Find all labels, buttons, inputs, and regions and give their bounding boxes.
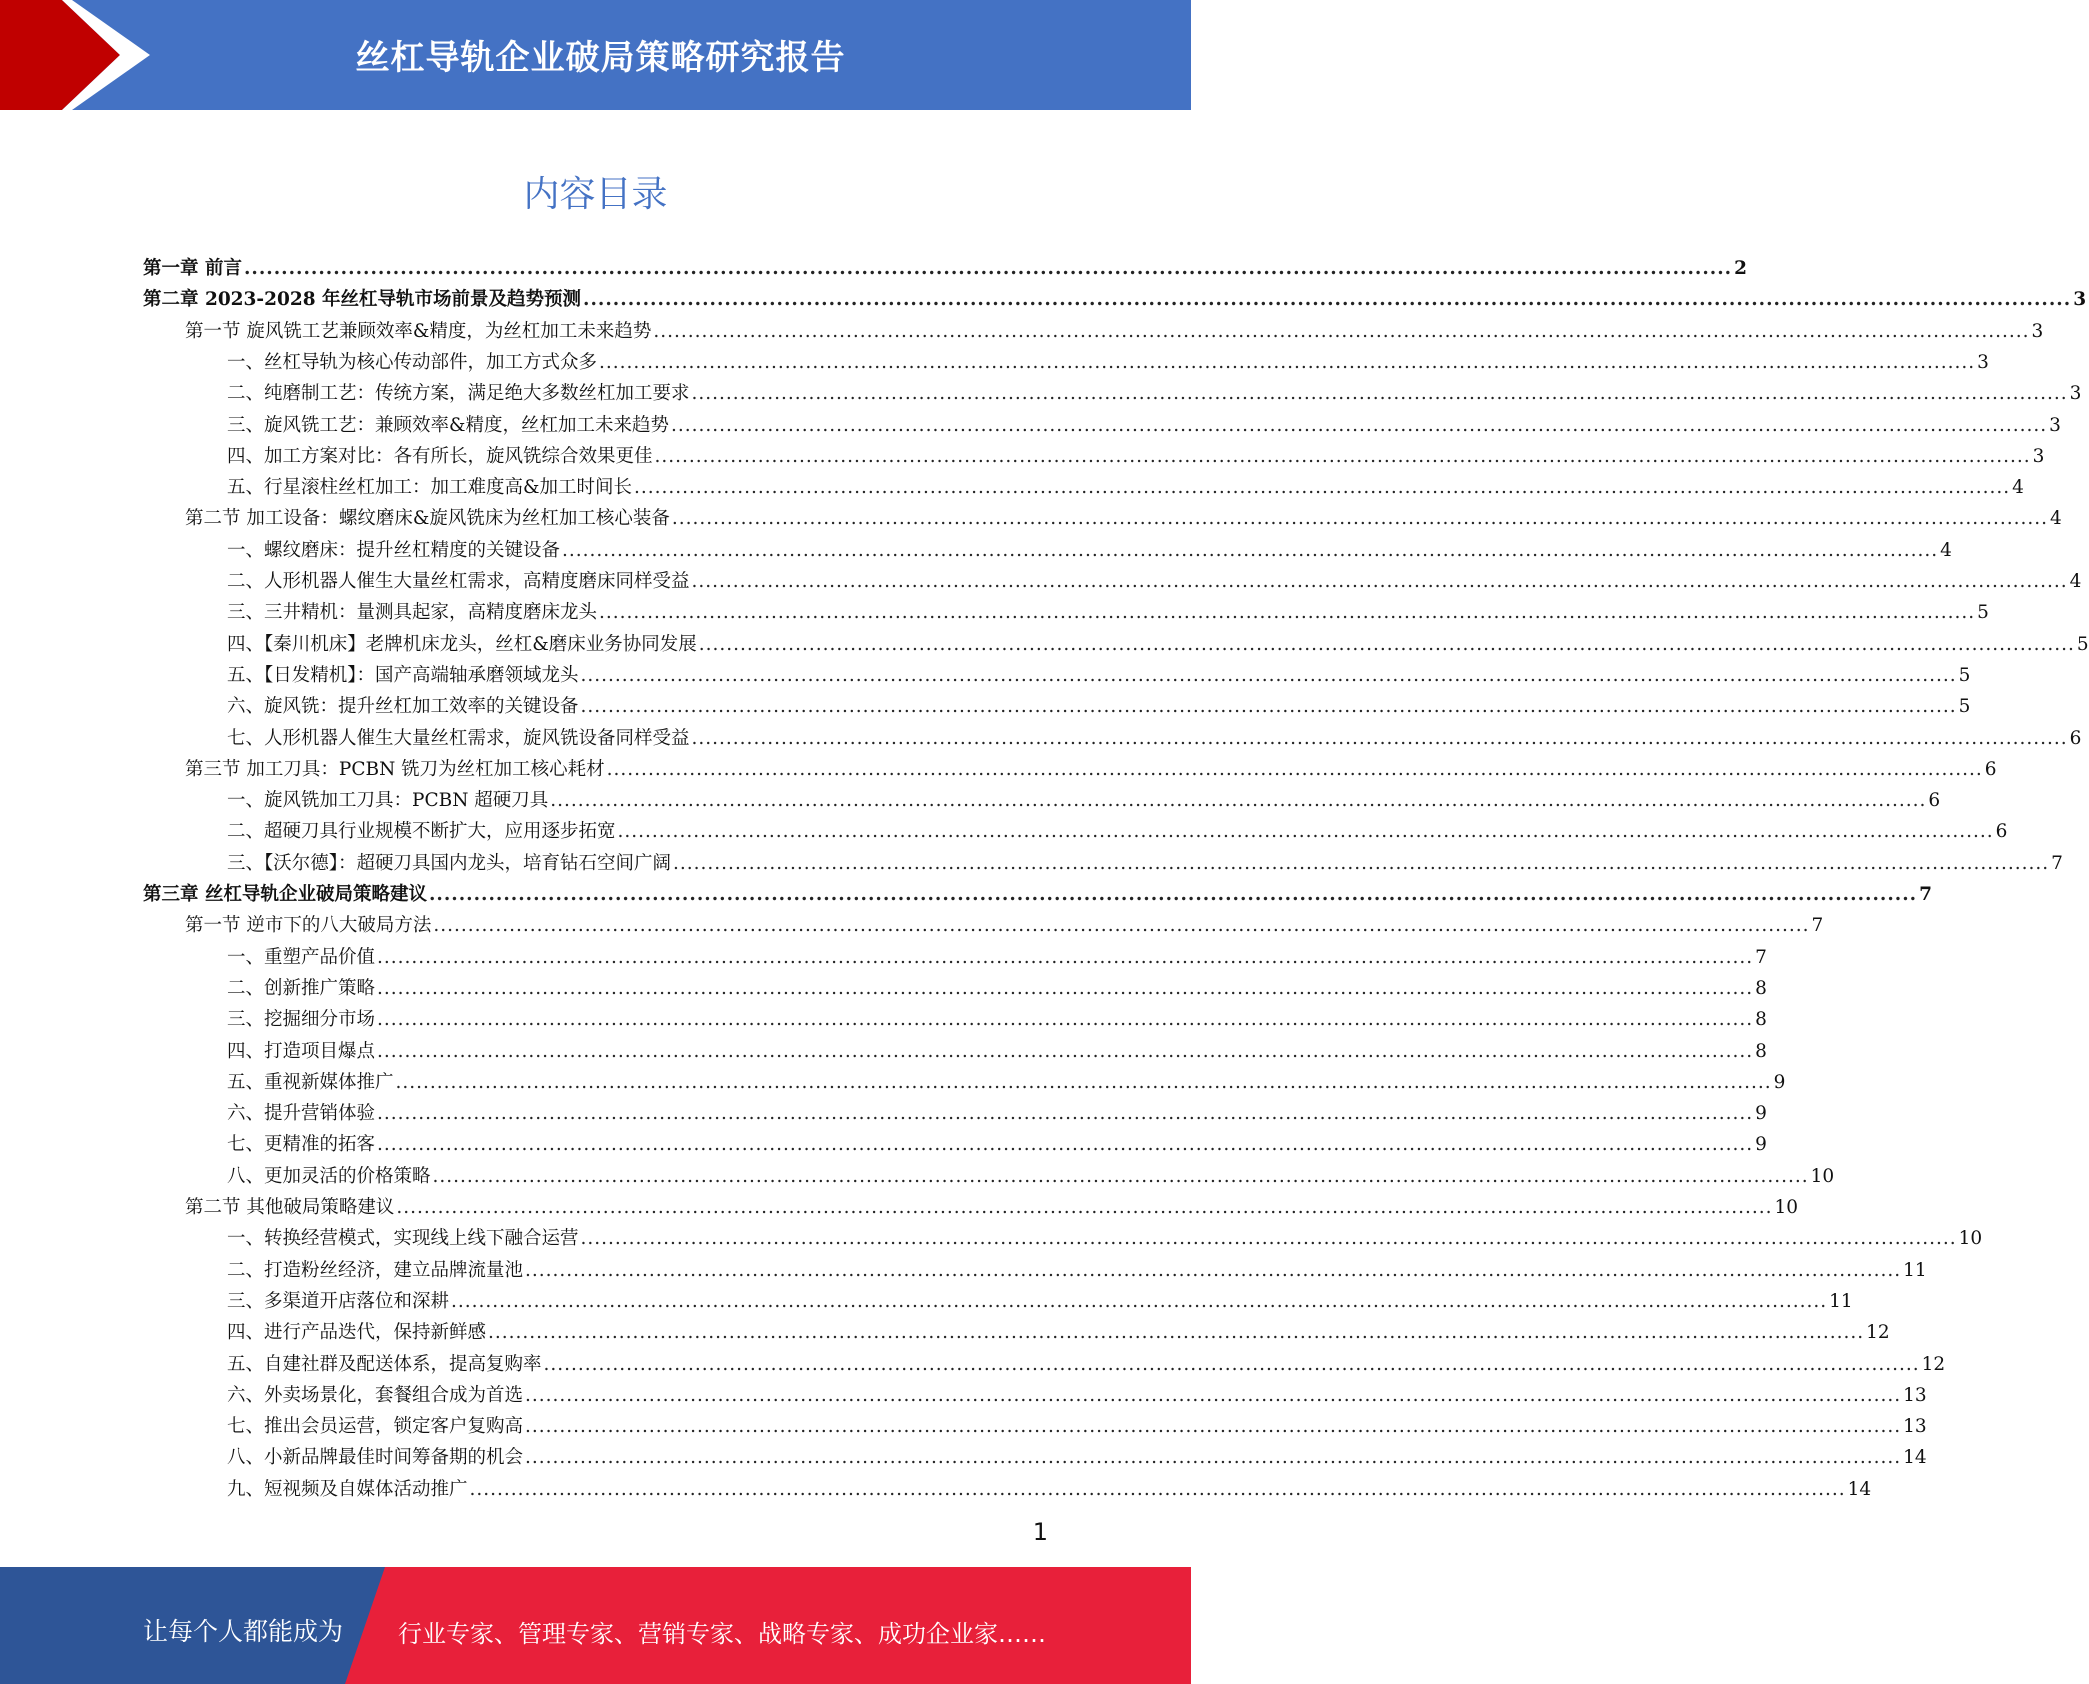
toc-entry[interactable] xyxy=(227,1005,1767,1033)
toc-entry[interactable] xyxy=(227,630,2089,658)
toc-entry-page: 7 xyxy=(2051,852,2063,874)
toc-entry-label: 第一节 旋风铣工艺兼顾效率&精度，为丝杠加工未来趋势 xyxy=(185,320,652,342)
toc-entry-label: 五、自建社群及配送体系，提高复购率 xyxy=(227,1353,542,1375)
toc-leader-dots: ........................................................................................................................................................................................................ xyxy=(525,1447,1902,1469)
toc-leader-dots: ........................................................................................................................................................................................................ xyxy=(691,727,2068,749)
toc-entry[interactable] xyxy=(227,1068,1786,1096)
toc-entry-label: 七、更精准的拓客 xyxy=(227,1134,376,1156)
toc-leader-dots: ........................................................................................................................................................................................................ xyxy=(433,915,1810,937)
toc-entry[interactable] xyxy=(227,849,2063,877)
toc-entry-label: 第三节 加工刀具：PCBN 铣刀为丝杠加工核心耗材 xyxy=(185,758,605,780)
toc-leader-dots: ........................................................................................................................................................................................................ xyxy=(562,539,1939,561)
toc-leader-dots: ........................................................................................................................................................................................................ xyxy=(670,414,2048,436)
toc-entry-label: 六、旋风铣：提升丝杠加工效率的关键设备 xyxy=(227,696,579,718)
toc-entry-page: 12 xyxy=(1921,1353,1946,1375)
footer-slogan: 让每个人都能成为 xyxy=(143,1617,344,1646)
toc-leader-dots: ........................................................................................................................................................................................................ xyxy=(653,320,2030,342)
toc-entry-page: 8 xyxy=(1755,1009,1767,1031)
toc-leader-dots: ........................................................................................................................................................................................................ xyxy=(691,383,2068,405)
toc-entry-label: 一、重塑产品价值 xyxy=(227,946,376,968)
toc-leader-dots: ........................................................................................................................................................................................................ xyxy=(580,696,1957,718)
toc-entry[interactable] xyxy=(227,1350,1946,1378)
toc-entry-label: 七、推出会员运营，锁定客户复购高 xyxy=(227,1416,524,1438)
toc-entry[interactable] xyxy=(143,285,2087,313)
footer-tagline: 行业专家、管理专家、营销专家、战略专家、成功企业家…… xyxy=(398,1620,1046,1648)
toc-entry-label: 第二节 加工设备：螺纹磨床&旋风铣床为丝杠加工核心装备 xyxy=(185,508,670,530)
toc-entry-page: 12 xyxy=(1866,1322,1890,1344)
toc-entry-label: 二、纯磨制工艺：传统方案，满足绝大多数丝杠加工要求 xyxy=(227,383,690,405)
toc-entry[interactable] xyxy=(185,755,1997,783)
toc-entry-label: 三、挖掘细分市场 xyxy=(227,1009,376,1031)
toc-entry[interactable] xyxy=(227,1256,1927,1284)
toc-leader-dots: ........................................................................................................................................................................................................ xyxy=(377,1009,1754,1031)
page-number: 1 xyxy=(1032,1518,1048,1546)
toc-entry[interactable] xyxy=(227,1287,1853,1315)
toc-entry[interactable] xyxy=(227,442,2045,470)
toc-entry-label: 第二节 其他破局策略建议 xyxy=(185,1197,395,1218)
toc-leader-dots: ........................................................................................................................................................................................................ xyxy=(671,508,2048,530)
header-bar xyxy=(0,0,1191,110)
toc-entry-label: 第一章 前言 xyxy=(143,258,242,279)
toc-entry-page: 7 xyxy=(1919,884,1932,905)
toc-entry[interactable] xyxy=(185,1193,1799,1221)
toc-entry-label: 三、旋风铣工艺：兼顾效率&精度，丝杠加工未来趋势 xyxy=(227,414,669,436)
toc-entry-page: 6 xyxy=(2069,727,2082,749)
toc-heading: 内容目录 xyxy=(523,174,668,215)
toc-entry[interactable] xyxy=(227,1130,1767,1158)
toc-leader-dots: ........................................................................................................................................................................................................ xyxy=(469,1478,1846,1500)
toc-entry-page: 7 xyxy=(1755,946,1767,968)
toc-entry-label: 二、打造粉丝经济，建立品牌流量池 xyxy=(227,1259,524,1281)
toc-entry[interactable] xyxy=(227,1099,1767,1127)
toc-leader-dots: ........................................................................................................................................................................................................ xyxy=(691,571,2068,592)
toc-entry[interactable] xyxy=(227,1037,1767,1065)
toc-entry-label: 六、提升营销体验 xyxy=(227,1103,376,1125)
toc-entry-page: 4 xyxy=(1940,539,1952,561)
toc-entry-page: 8 xyxy=(1755,1040,1767,1062)
toc-leader-dots: ........................................................................................................................................................................................................ xyxy=(550,790,1927,812)
toc-entry-page: 3 xyxy=(2049,414,2061,436)
toc-entry[interactable] xyxy=(227,411,2061,439)
toc-leader-dots: ........................................................................................................................................................................................................ xyxy=(599,351,1976,373)
toc-entry-page: 6 xyxy=(1984,758,1997,780)
toc-leader-dots: ........................................................................................................................................................................................................ xyxy=(606,758,1983,780)
toc-entry-page: 11 xyxy=(1829,1290,1853,1312)
toc-leader-dots: ........................................................................................................................................................................................................ xyxy=(396,1197,1773,1218)
toc-entry[interactable] xyxy=(227,1318,1890,1346)
toc-entry-label: 第二章 2023-2028 年丝杠导轨市场前景及趋势预测 xyxy=(143,289,582,311)
toc-entry-label: 二、人形机器人催生大量丝杠需求，高精度磨床同样受益 xyxy=(227,571,690,592)
toc-leader-dots: ........................................................................................................................................................................................................ xyxy=(525,1384,1902,1406)
toc-entry[interactable] xyxy=(227,661,1971,689)
toc-entry-page: 5 xyxy=(1958,664,1971,686)
toc-entry[interactable] xyxy=(227,724,2082,752)
toc-leader-dots: ........................................................................................................................................................................................................ xyxy=(580,1228,1957,1250)
toc-leader-dots: ........................................................................................................................................................................................................ xyxy=(525,1259,1902,1281)
toc-entry-page: 10 xyxy=(1810,1165,1835,1187)
toc-leader-dots: ........................................................................................................................................................................................................ xyxy=(599,602,1976,624)
toc-entry-page: 9 xyxy=(1755,1134,1767,1156)
toc-entry[interactable] xyxy=(227,692,1971,720)
toc-leader-dots: ........................................................................................................................................................................................................ xyxy=(654,445,2031,467)
toc-entry-label: 四、打造项目爆点 xyxy=(227,1040,376,1062)
toc-entry-label: 四、【秦川机床】老牌机床龙头，丝杠&磨床业务协同发展 xyxy=(227,633,697,655)
toc-entry[interactable] xyxy=(227,786,1941,814)
toc-entry[interactable] xyxy=(227,1475,1872,1503)
toc-leader-dots: ........................................................................................................................................................................................................ xyxy=(583,289,2072,311)
toc-entry[interactable] xyxy=(227,1443,1927,1471)
toc-entry-page: 6 xyxy=(1995,821,2008,843)
toc-entry[interactable] xyxy=(185,504,2062,532)
toc-leader-dots: ........................................................................................................................................................................................................ xyxy=(543,1353,1920,1375)
toc-leader-dots: ........................................................................................................................................................................................................ xyxy=(395,1071,1772,1093)
toc-entry[interactable] xyxy=(227,598,1989,626)
toc-entry-label: 三、【沃尔德】：超硬刀具国内龙头，培育钻石空间广阔 xyxy=(227,852,672,874)
toc-entry-page: 13 xyxy=(1903,1384,1927,1406)
toc-entry[interactable] xyxy=(143,254,1747,282)
toc-entry-page: 11 xyxy=(1903,1259,1927,1281)
toc-entry-label: 四、进行产品迭代，保持新鲜感 xyxy=(227,1322,487,1344)
toc-entry[interactable] xyxy=(227,943,1767,971)
toc-entry-page: 3 xyxy=(1977,351,1989,373)
toc-entry-label: 一、转换经营模式，实现线上线下融合运营 xyxy=(227,1228,579,1250)
toc-entry-page: 4 xyxy=(2069,571,2082,592)
toc-entry-page: 6 xyxy=(1928,790,1941,812)
toc-entry-page: 10 xyxy=(1958,1228,1983,1250)
toc-entry-label: 六、外卖场景化，套餐组合成为首选 xyxy=(227,1384,524,1406)
toc-entry[interactable] xyxy=(185,317,2044,345)
toc-leader-dots: ........................................................................................................................................................................................................ xyxy=(617,821,1994,843)
toc-entry[interactable] xyxy=(227,473,2024,501)
toc-entry-page: 13 xyxy=(1903,1416,1927,1438)
toc-entry-label: 八、小新品牌最佳时间筹备期的机会 xyxy=(227,1447,524,1469)
toc-leader-dots: ........................................................................................................................................................................................................ xyxy=(377,1134,1754,1156)
toc-entry-label: 一、丝杠导轨为核心传动部件，加工方式众多 xyxy=(227,351,598,373)
toc-entry-label: 五、【日发精机】：国产高端轴承磨领域龙头 xyxy=(227,664,579,686)
toc-entry-page: 5 xyxy=(2076,633,2089,655)
toc-entry-page: 3 xyxy=(2031,320,2044,342)
toc-entry-label: 七、人形机器人催生大量丝杠需求，旋风铣设备同样受益 xyxy=(227,727,690,749)
toc-entry-page: 9 xyxy=(1755,1103,1767,1125)
toc-leader-dots: ........................................................................................................................................................................................................ xyxy=(633,477,2011,499)
toc-entry[interactable] xyxy=(227,379,2082,407)
toc-entry[interactable] xyxy=(227,1412,1927,1440)
toc-entry-label: 五、重视新媒体推广 xyxy=(227,1071,394,1093)
toc-entry-page: 3 xyxy=(2069,383,2082,405)
toc-entry[interactable] xyxy=(185,911,1824,939)
toc-entry-page: 8 xyxy=(1755,977,1767,999)
toc-leader-dots: ........................................................................................................................................................................................................ xyxy=(451,1290,1828,1312)
toc-entry-label: 九、短视频及自媒体活动推广 xyxy=(227,1478,468,1500)
toc-leader-dots: ........................................................................................................................................................................................................ xyxy=(488,1322,1865,1344)
toc-entry-page: 9 xyxy=(1773,1071,1786,1093)
toc-leader-dots: ........................................................................................................................................................................................................ xyxy=(377,1103,1754,1125)
toc-entry-page: 10 xyxy=(1774,1197,1799,1218)
toc-leader-dots: ........................................................................................................................................................................................................ xyxy=(432,1165,1809,1187)
toc-entry[interactable] xyxy=(227,1224,1983,1252)
toc-entry-page: 3 xyxy=(2032,445,2045,467)
toc-entry[interactable] xyxy=(143,880,1932,908)
toc-entry-label: 三、多渠道开店落位和深耕 xyxy=(227,1290,450,1312)
toc-entry-page: 14 xyxy=(1847,1478,1872,1500)
toc-entry[interactable] xyxy=(227,1162,1835,1190)
toc-entry[interactable] xyxy=(227,1381,1927,1409)
toc-entry-label: 第一节 逆市下的八大破局方法 xyxy=(185,915,432,937)
toc-entry-page: 7 xyxy=(1811,915,1824,937)
toc-entry-label: 一、螺纹磨床：提升丝杠精度的关键设备 xyxy=(227,539,561,561)
toc-leader-dots: ........................................................................................................................................................................................................ xyxy=(377,1040,1754,1062)
toc-entry[interactable] xyxy=(227,567,2082,595)
toc-leader-dots: ........................................................................................................................................................................................................ xyxy=(428,884,1918,905)
toc-entry-label: 四、加工方案对比：各有所长，旋风铣综合效果更佳 xyxy=(227,445,653,467)
toc-entry[interactable] xyxy=(227,348,1989,376)
toc-entry-label: 二、创新推广策略 xyxy=(227,977,376,999)
toc-leader-dots: ........................................................................................................................................................................................................ xyxy=(377,977,1754,999)
toc-entry[interactable] xyxy=(227,974,1767,1002)
toc-leader-dots: ........................................................................................................................................................................................................ xyxy=(698,633,2075,655)
toc-entry[interactable] xyxy=(227,817,2008,845)
toc-entry-page: 4 xyxy=(2012,477,2024,499)
document-title: 丝杠导轨企业破局策略研究报告 xyxy=(355,38,846,78)
toc-entry-page: 5 xyxy=(1977,602,1989,624)
toc-leader-dots: ........................................................................................................................................................................................................ xyxy=(673,852,2050,874)
toc-entry-page: 3 xyxy=(2073,289,2087,311)
toc-entry-label: 八、更加灵活的价格策略 xyxy=(227,1165,431,1187)
toc-leader-dots: ........................................................................................................................................................................................................ xyxy=(377,946,1754,968)
toc-entry[interactable] xyxy=(227,536,1952,564)
toc-entry-page: 14 xyxy=(1903,1447,1927,1469)
toc-entry-page: 4 xyxy=(2049,508,2062,530)
toc-entry-label: 一、旋风铣加工刀具：PCBN 超硬刀具 xyxy=(227,790,549,812)
toc-entry-page: 2 xyxy=(1734,258,1747,279)
toc-entry-label: 第三章 丝杠导轨企业破局策略建议 xyxy=(143,884,427,905)
toc-entry-label: 五、行星滚柱丝杠加工：加工难度高&加工时间长 xyxy=(227,477,632,499)
toc-entry-label: 三、三井精机：量测具起家，高精度磨床龙头 xyxy=(227,602,598,624)
toc-leader-dots: ........................................................................................................................................................................................................ xyxy=(580,664,1957,686)
toc-entry-label: 二、超硬刀具行业规模不断扩大，应用逐步拓宽 xyxy=(227,821,616,843)
toc-entry-page: 5 xyxy=(1958,696,1971,718)
toc-leader-dots: ........................................................................................................................................................................................................ xyxy=(525,1416,1902,1438)
toc-leader-dots: ........................................................................................................................................................................................................ xyxy=(243,258,1733,279)
